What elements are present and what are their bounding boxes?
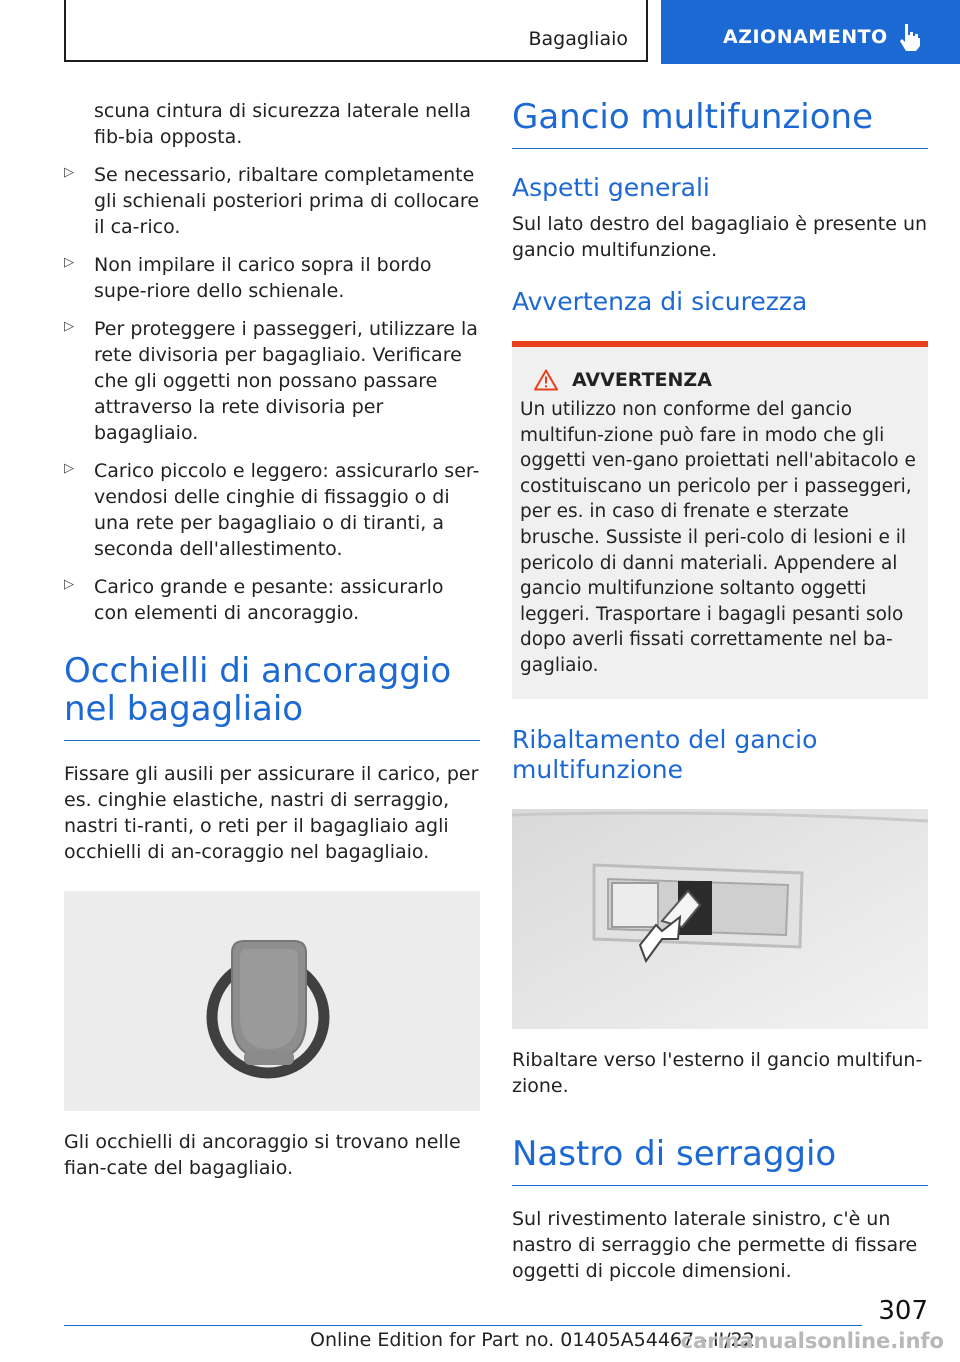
- footer-edition: Online Edition for Part no. 01405A54467 - II/22: [310, 1329, 755, 1351]
- subsection-paragraph: Sul lato destro del bagagliaio è presente un gancio multifunzione.: [512, 213, 928, 261]
- list-item: [64, 574, 480, 626]
- list-item: [64, 458, 480, 562]
- anchor-eye-illustration: [64, 891, 480, 1111]
- bullet-triangle-icon: ▷: [64, 319, 74, 334]
- section-paragraph: Fissare gli ausili per assicurare il carico, per es. cinghie elastiche, nastri di serraggio, nastri ti-ranti, o reti per il bagagliaio agli occhielli di an-coraggio nel bagagliaio.: [64, 763, 479, 863]
- warning-text: Un utilizzo non conforme del gancio multifun-zione può fare in modo che gli oggetti ven-gano proiettati nell'abitacolo e costituiscano un pericolo per i passeggeri, per es. in caso di frenate e sterzate brusche. Sussiste il peri-colo di lesioni e il pericolo di danni materiali. Appendere al gancio multifunzione soltanto oggetti leggeri. Trasportare i bagagli pesanti solo dopo averli fissati correttamente nel ba-gagliaio.: [520, 399, 916, 676]
- warning-triangle-icon: [534, 369, 558, 391]
- footer-divider: [64, 1325, 862, 1326]
- list-item-text: Carico grande e pesante: assicurarlo con elementi di ancoraggio.: [94, 576, 444, 624]
- bullet-triangle-icon: ▷: [64, 255, 74, 270]
- list-item: [64, 252, 480, 304]
- section-title-strap: Nastro di serraggio: [512, 1135, 928, 1186]
- hand-pointer-icon: [897, 22, 923, 52]
- list-item: [64, 162, 480, 240]
- figure-caption: Ribaltare verso l'esterno il gancio multifun-zione.: [512, 1048, 923, 1097]
- list-item: [64, 316, 480, 446]
- right-column: [512, 98, 928, 1284]
- figure-multi-hook: [512, 809, 928, 1029]
- continued-paragraph: scuna cintura di sicurezza laterale nella fib-bia opposta.: [94, 100, 472, 148]
- multi-hook-illustration: [512, 809, 928, 1029]
- bullet-triangle-icon: ▷: [64, 165, 74, 180]
- section-title-anchor-eyes: Occhielli di ancoraggio nel bagagliaio: [64, 652, 480, 741]
- list-item-text: Carico piccolo e leggero: assicurarlo ser-vendosi delle cinghie di fissaggio o di una rete per bagagliaio o di tiranti, a seconda dell'allestimento.: [94, 460, 480, 560]
- watermark-text: carmanualsonline.info: [680, 1329, 944, 1353]
- section-title-multi-hook: Gancio multifunzione: [512, 98, 928, 149]
- left-column: [64, 98, 480, 1181]
- list-item-text: Per proteggere i passeggeri, utilizzare la rete divisoria per bagagliaio. Verificare che gli oggetti non possano passare attraverso la rete divisoria per bagagliaio.: [94, 318, 478, 444]
- bullet-triangle-icon: ▷: [64, 577, 74, 592]
- warning-box: [512, 341, 928, 699]
- bullet-triangle-icon: ▷: [64, 461, 74, 476]
- subsection-title-safety: Avvertenza di sicurezza: [512, 287, 808, 316]
- header-section-box: [64, 0, 648, 62]
- header-chapter-tab[interactable]: [661, 0, 960, 64]
- list-item-text: Non impilare il carico sopra il bordo supe-riore dello schienale.: [94, 254, 432, 302]
- header-section-title: Bagagliaio: [528, 28, 628, 50]
- figure-caption: Gli occhielli di ancoraggio si trovano nelle fian-cate del bagagliaio.: [64, 1131, 461, 1179]
- page-number: 307: [878, 1296, 928, 1326]
- warning-header: [520, 369, 920, 391]
- subsection-title-general: Aspetti generali: [512, 173, 710, 202]
- figure-anchor-eye: [64, 891, 480, 1111]
- subsection-title-fold: Ribaltamento del gancio multifunzione: [512, 724, 818, 784]
- warning-title: AVVERTENZA: [572, 369, 712, 391]
- section-paragraph: Sul rivestimento laterale sinistro, c'è un nastro di serraggio che permette di fissare oggetti di piccole dimensioni.: [512, 1207, 918, 1282]
- header-chapter-label: AZIONAMENTO: [723, 26, 888, 48]
- list-item-text: Se necessario, ribaltare completamente gli schienali posteriori prima di collocare il ca-rico.: [94, 164, 480, 238]
